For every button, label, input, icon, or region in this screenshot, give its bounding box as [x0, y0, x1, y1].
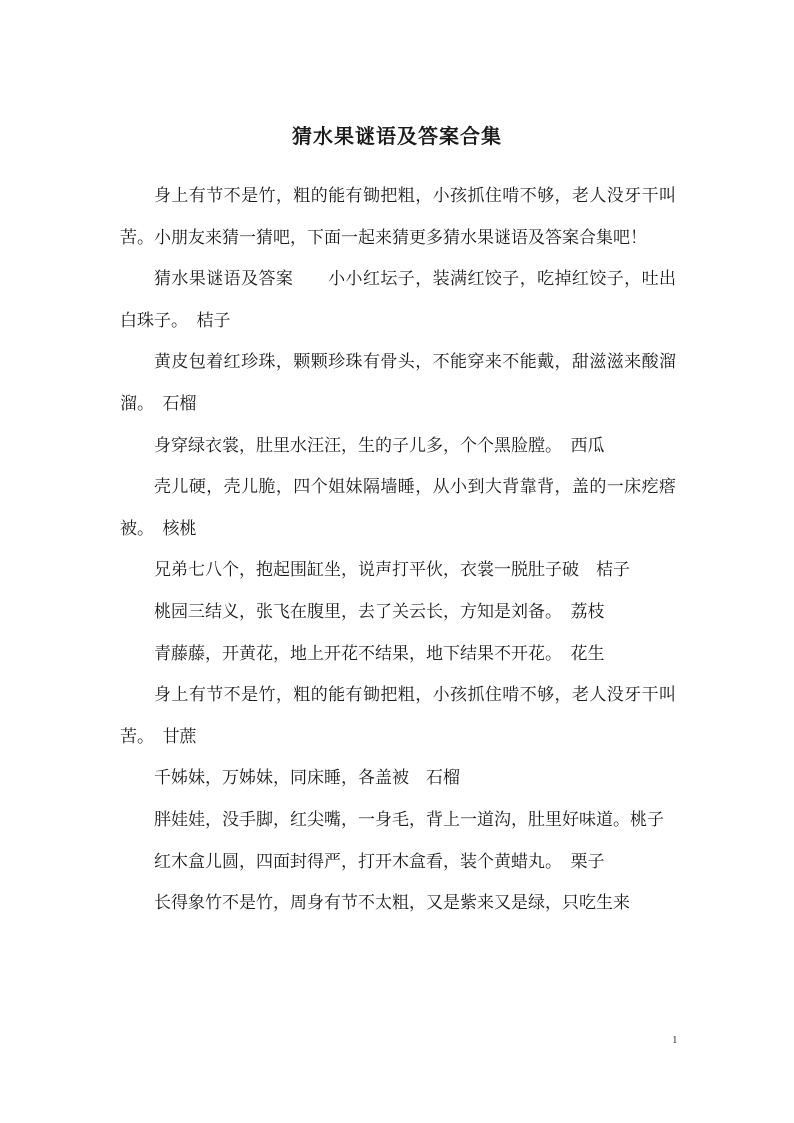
- paragraph: 胖娃娃，没手脚，红尖嘴，一身毛，背上一道沟，肚里好味道。桃子: [154, 809, 664, 830]
- paragraph: 黄皮包着红珍珠，颗颗珍珠有骨头，不能穿来不能戴，甜滋滋来酸溜溜。 石榴: [120, 352, 676, 414]
- document-body: [120, 176, 676, 925]
- paragraph: 兄弟七八个，抱起围缸坐，说声打平伙，衣裳一脱肚子破 桔子: [154, 560, 630, 581]
- page-title: 猜水果谜语及答案合集: [292, 124, 502, 148]
- paragraph: 身上有节不是竹，粗的能有锄把粗，小孩抓住啃不够，老人没牙干叫苦。小朋友来猜一猜吧，下面一起来猜更多猜水果谜语及答案合集吧！: [120, 186, 676, 248]
- paragraph: 千姊妹，万姊妹，同床睡，各盖被 石榴: [154, 768, 460, 789]
- paragraph: 桃园三结义，张飞在腹里，去了关云长，方知是刘备。 荔枝: [154, 601, 605, 622]
- paragraph: 身上有节不是竹，粗的能有锄把粗，小孩抓住啃不够，老人没牙干叫苦。 甘蔗: [120, 685, 676, 747]
- paragraph: 长得象竹不是竹，周身有节不太粗，又是紫来又是绿，只吃生来: [154, 893, 630, 914]
- paragraph: 猜水果谜语及答案 小小红坛子，装满红饺子，吃掉红饺子，吐出白珠子。 桔子: [120, 269, 676, 331]
- paragraph: 身穿绿衣裳，肚里水汪汪，生的子儿多，个个黑脸膛。 西瓜: [154, 435, 605, 456]
- page-number: 1: [672, 1034, 678, 1046]
- paragraph: 红木盒儿圆，四面封得严，打开木盒看，装个黄蜡丸。 栗子: [154, 851, 605, 872]
- paragraph: 壳儿硬，壳儿脆，四个姐妹隔墙睡，从小到大背靠背，盖的一床疙瘩被。 核桃: [120, 477, 676, 539]
- paragraph: 青藤藤，开黄花，地上开花不结果，地下结果不开花。 花生: [154, 643, 605, 664]
